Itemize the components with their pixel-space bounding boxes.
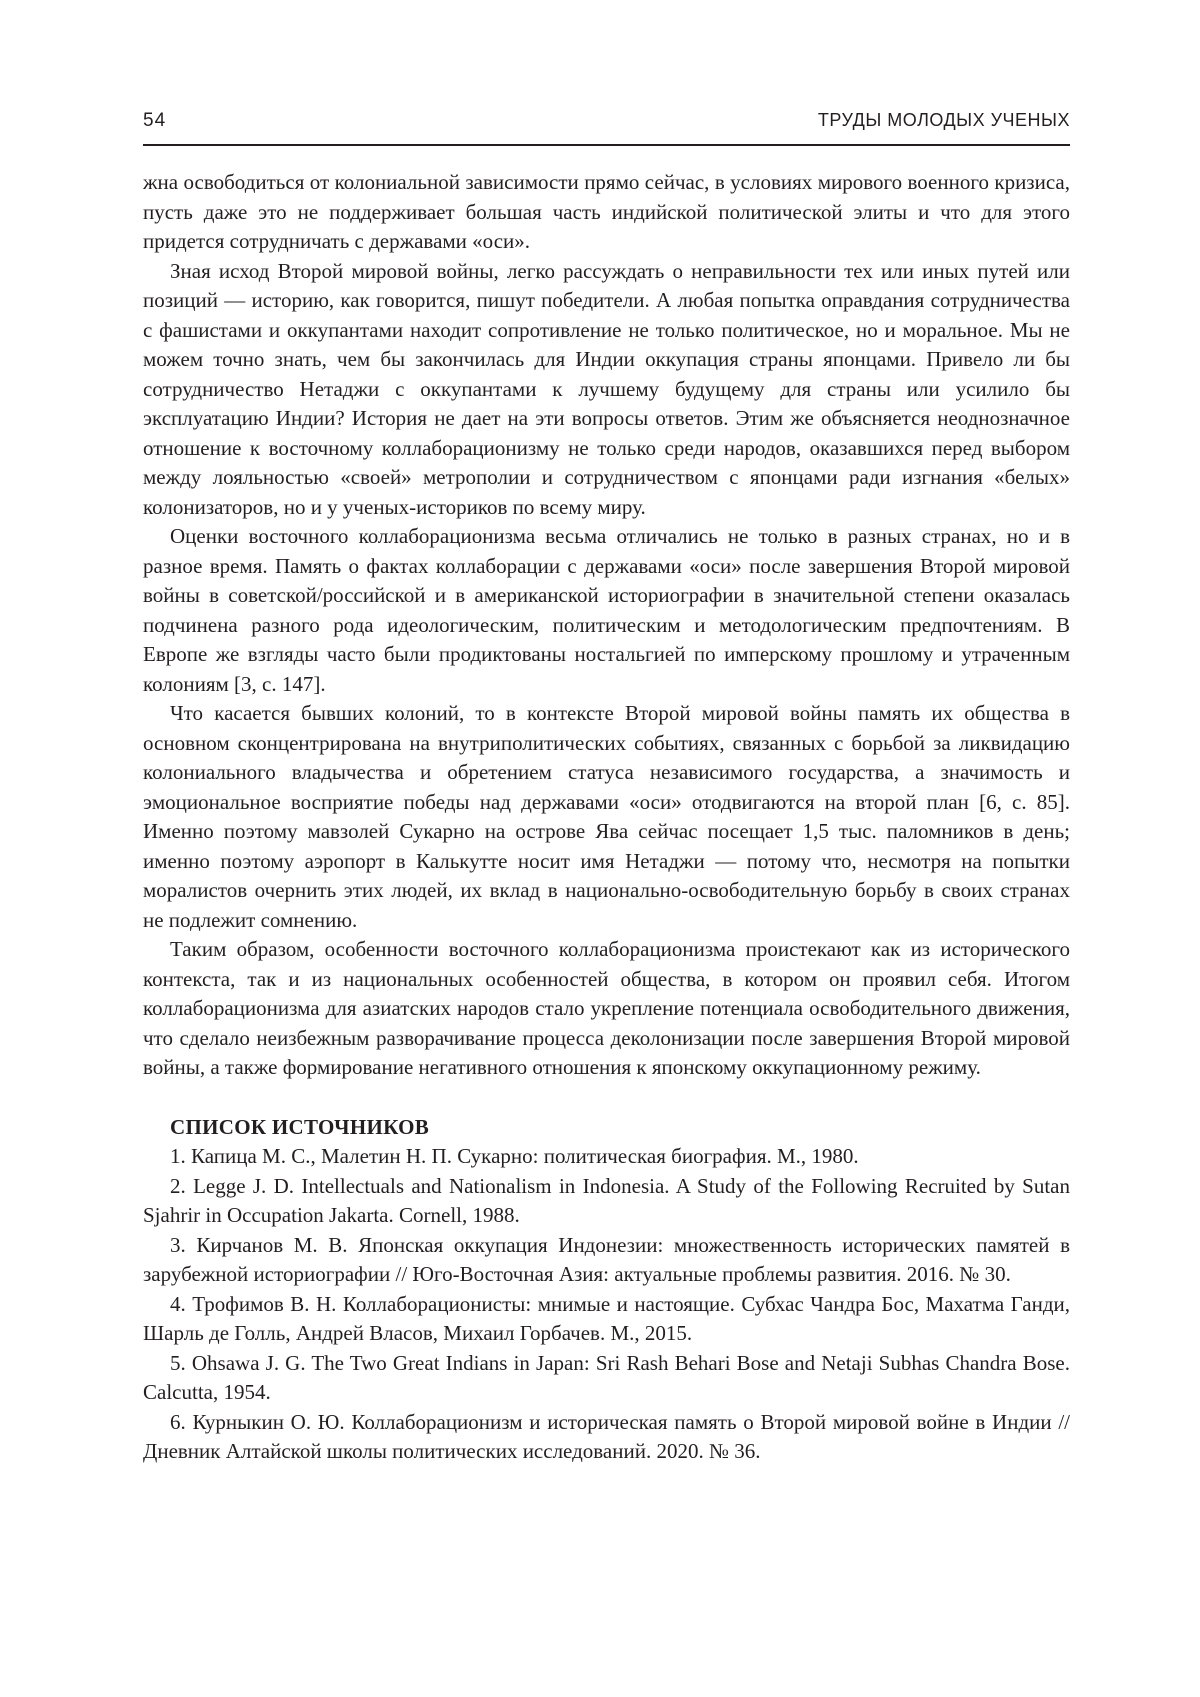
running-title: ТРУДЫ МОЛОДЫХ УЧЕНЫХ (817, 110, 1070, 130)
references-heading: СПИСОК ИСТОЧНИКОВ (170, 1114, 430, 1139)
paragraph: Что касается бывших колоний, то в контексте Второй мировой войны память их общества в основном сконцентрирована на внутриполитических событиях, связанных с борьбой за ликвидацию колониального владычества и обретением статуса независимого государства, а значимость и эмоциональное восприятие победы над державами «оси» отодвигаются на второй план [6, с. 85]. Именно поэтому мавзолей Сукарно на острове Ява сейчас посещает 1,5 тыс. паломников в день; именно поэтому аэропорт в Калькутте носит имя Нетаджи — потому что, несмотря на попытки моралистов очернить этих людей, их вклад в национально-освободительную борьбу в своих странах не подлежит сомнению. (143, 701, 1070, 932)
page-header (143, 110, 1070, 146)
reference-item: 3. Кирчанов М. В. Японская оккупация Индонезии: множественность исторических памятей в зарубежной историографии // Юго-Восточная Азия: актуальные проблемы развития. 2016. № 30. (143, 1232, 1070, 1286)
reference-item: 5. Ohsawa J. G. The Two Great Indians in Japan: Sri Rash Behari Bose and Netaji Subhas Chandra Bose. Calcutta, 1954. (143, 1350, 1070, 1404)
reference-item: 2. Legge J. D. Intellectuals and Nationalism in Indonesia. A Study of the Following Recruited by Sutan Sjahrir in Occupation Jakarta. Cornell, 1988. (143, 1173, 1070, 1227)
references-list (143, 1142, 1070, 1467)
paragraph-continuation: жна освободиться от колониальной зависимости прямо сейчас, в условиях мирового военного кризиса, пусть даже это не поддерживает большая часть индийской политической элиты и что для этого придется сотрудничать с державами «оси». (143, 170, 1070, 253)
reference-item: 1. Капица М. С., Малетин Н. П. Сукарно: политическая биография. М., 1980. (170, 1144, 859, 1168)
page-number: 54 (143, 110, 167, 131)
paragraph: Таким образом, особенности восточного коллаборационизма проистекают как из исторического контекста, так и из национальных особенностей общества, в котором он проявил себя. Итогом коллаборационизма для азиатских народов стало укрепление потенциала освободительного движения, что сделало неизбежным разворачивание процесса деколонизации после завершения Второй мировой войны, а также формирование негативного отношения к японскому оккупационному режиму. (143, 937, 1070, 1079)
reference-item: 4. Трофимов В. Н. Коллаборационисты: мнимые и настоящие. Субхас Чандра Бос, Махатма Ганди, Шарль де Голль, Андрей Власов, Михаил Горбачев. М., 2015. (143, 1291, 1070, 1345)
paragraph: Зная исход Второй мировой войны, легко рассуждать о неправильности тех или иных путей или позиций — историю, как говорится, пишут победители. А любая попытка оправдания сотрудничества с фашистами и оккупантами находит сопротивление не только политическое, но и моральное. Мы не можем точно знать, чем бы закончилась для Индии оккупация страны японцами. Привело ли бы сотрудничество Нетаджи с оккупантами к лучшему будущему для страны или усилило бы эксплуатацию Индии? История не дает на эти вопросы ответов. Этим же объясняется неоднозначное отношение к восточному коллаборационизму не только среди народов, оказавшихся перед выбором между лояльностью «своей» метрополии и сотрудничеством с японцами ради изгнания «белых» колонизаторов, но и у ученых-историков по всему миру. (143, 258, 1070, 519)
article-body (143, 168, 1070, 1467)
reference-item: 6. Курныкин О. Ю. Коллаборационизм и историческая память о Второй мировой войне в Индии // Дневник Алтайской школы политических исследований. 2020. № 36. (143, 1409, 1070, 1463)
paragraph: Оценки восточного коллаборационизма весьма отличались не только в разных странах, но и в разное время. Память о фактах коллаборации с державами «оси» после завершения Второй мировой войны в советской/российской и в американской историографии в значительной степени оказалась подчинена разного рода идеологическим, политическим и методологическим предпочтениям. В Европе же взгляды часто были продиктованы ностальгией по имперскому прошлому и утраченным колониям [3, с. 147]. (143, 524, 1070, 696)
